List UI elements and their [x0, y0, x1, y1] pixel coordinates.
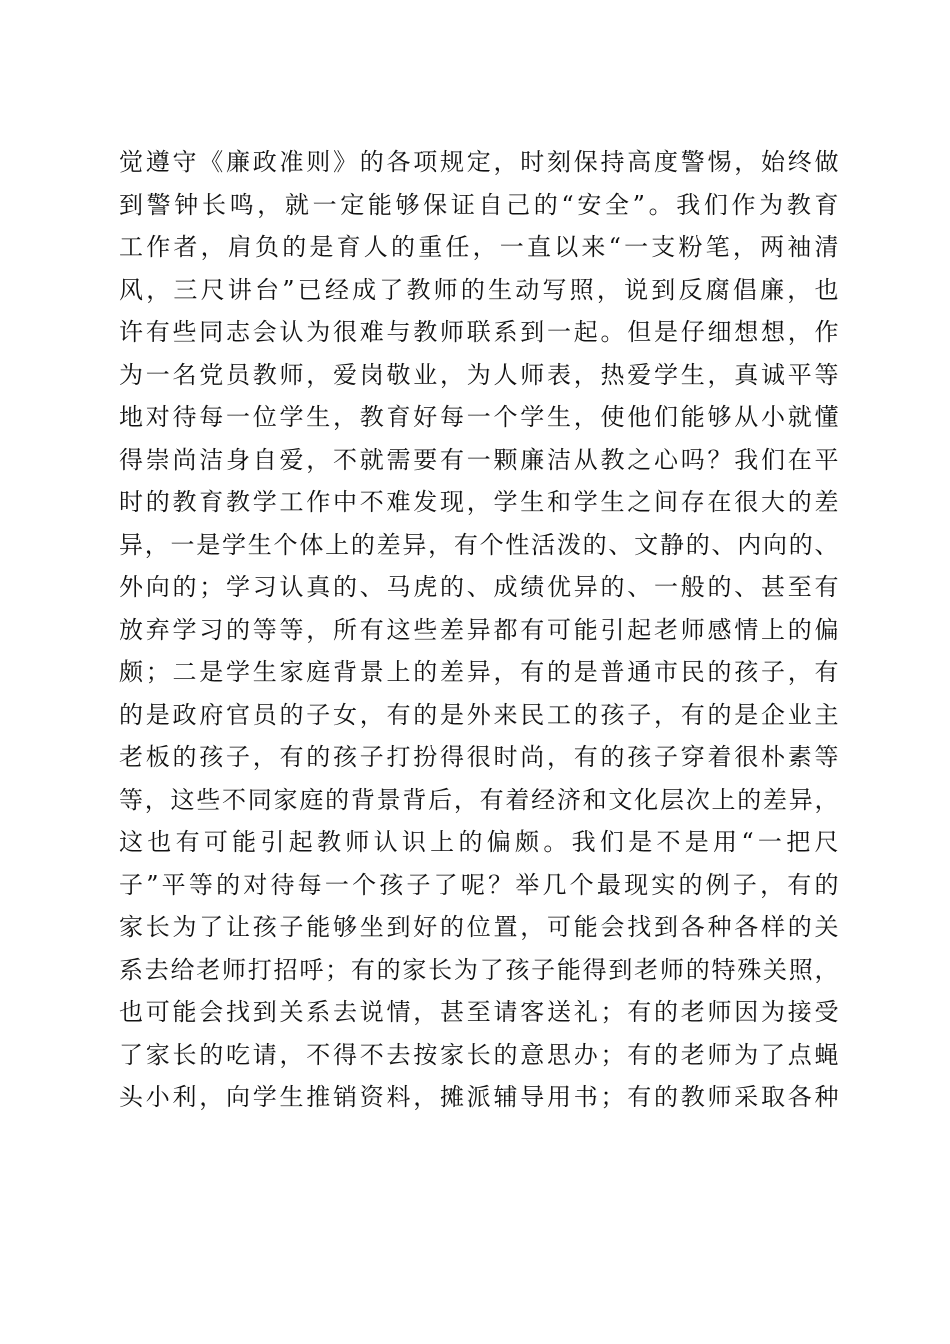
text-line: 到警钟长鸣，就一定能够保证自己的“安全”。我们作为教育 [119, 190, 839, 219]
text-line: 子”平等的对待每一个孩子了呢？举几个最现实的例子，有的 [119, 870, 839, 899]
text-line: 放弃学习的等等，所有这些差异都有可能引起老师感情上的偏 [119, 615, 839, 644]
text-line: 风，三尺讲台”已经成了教师的生动写照，说到反腐倡廉，也 [119, 275, 839, 304]
text-line: 的是政府官员的子女，有的是外来民工的孩子，有的是企业主 [119, 700, 839, 729]
text-line: 等，这些不同家庭的背景背后，有着经济和文化层次上的差异， [119, 785, 839, 814]
text-line: 异，一是学生个体上的差异，有个性活泼的、文静的、内向的、 [119, 530, 839, 559]
text-line: 外向的；学习认真的、马虎的、成绩优异的、一般的、甚至有 [119, 573, 839, 601]
text-line: 得崇尚洁身自爱，不就需要有一颗廉洁从教之心吗？我们在平 [119, 445, 839, 474]
text-line: 颇；二是学生家庭背景上的差异，有的是普通市民的孩子，有 [119, 658, 839, 686]
body-text [119, 141, 839, 1119]
text-line: 家长为了让孩子能够坐到好的位置，可能会找到各种各样的关 [119, 913, 839, 941]
text-line: 系去给老师打招呼；有的家长为了孩子能得到老师的特殊关照， [119, 955, 839, 984]
text-line: 了家长的吃请，不得不去按家长的意思办；有的老师为了点蝇 [119, 1040, 839, 1069]
text-line: 这也有可能引起教师认识上的偏颇。我们是不是用“一把尺 [119, 828, 839, 856]
text-line: 老板的孩子，有的孩子打扮得很时尚，有的孩子穿着很朴素等 [119, 743, 839, 771]
text-line: 时的教育教学工作中不难发现，学生和学生之间存在很大的差 [119, 488, 839, 516]
text-line: 觉遵守《廉政准则》的各项规定，时刻保持高度警惕，始终做 [119, 148, 839, 176]
text-line: 地对待每一位学生，教育好每一个学生，使他们能够从小就懂 [119, 403, 839, 431]
text-line: 头小利，向学生推销资料，摊派辅导用书；有的教师采取各种 [119, 1083, 839, 1111]
text-line: 也可能会找到关系去说情，甚至请客送礼；有的老师因为接受 [119, 998, 839, 1026]
text-line: 为一名党员教师，爱岗敬业，为人师表，热爱学生，真诚平等 [119, 360, 839, 389]
text-line: 工作者，肩负的是育人的重任，一直以来“一支粉笔，两袖清 [119, 233, 839, 261]
text-line: 许有些同志会认为很难与教师联系到一起。但是仔细想想，作 [119, 318, 839, 346]
